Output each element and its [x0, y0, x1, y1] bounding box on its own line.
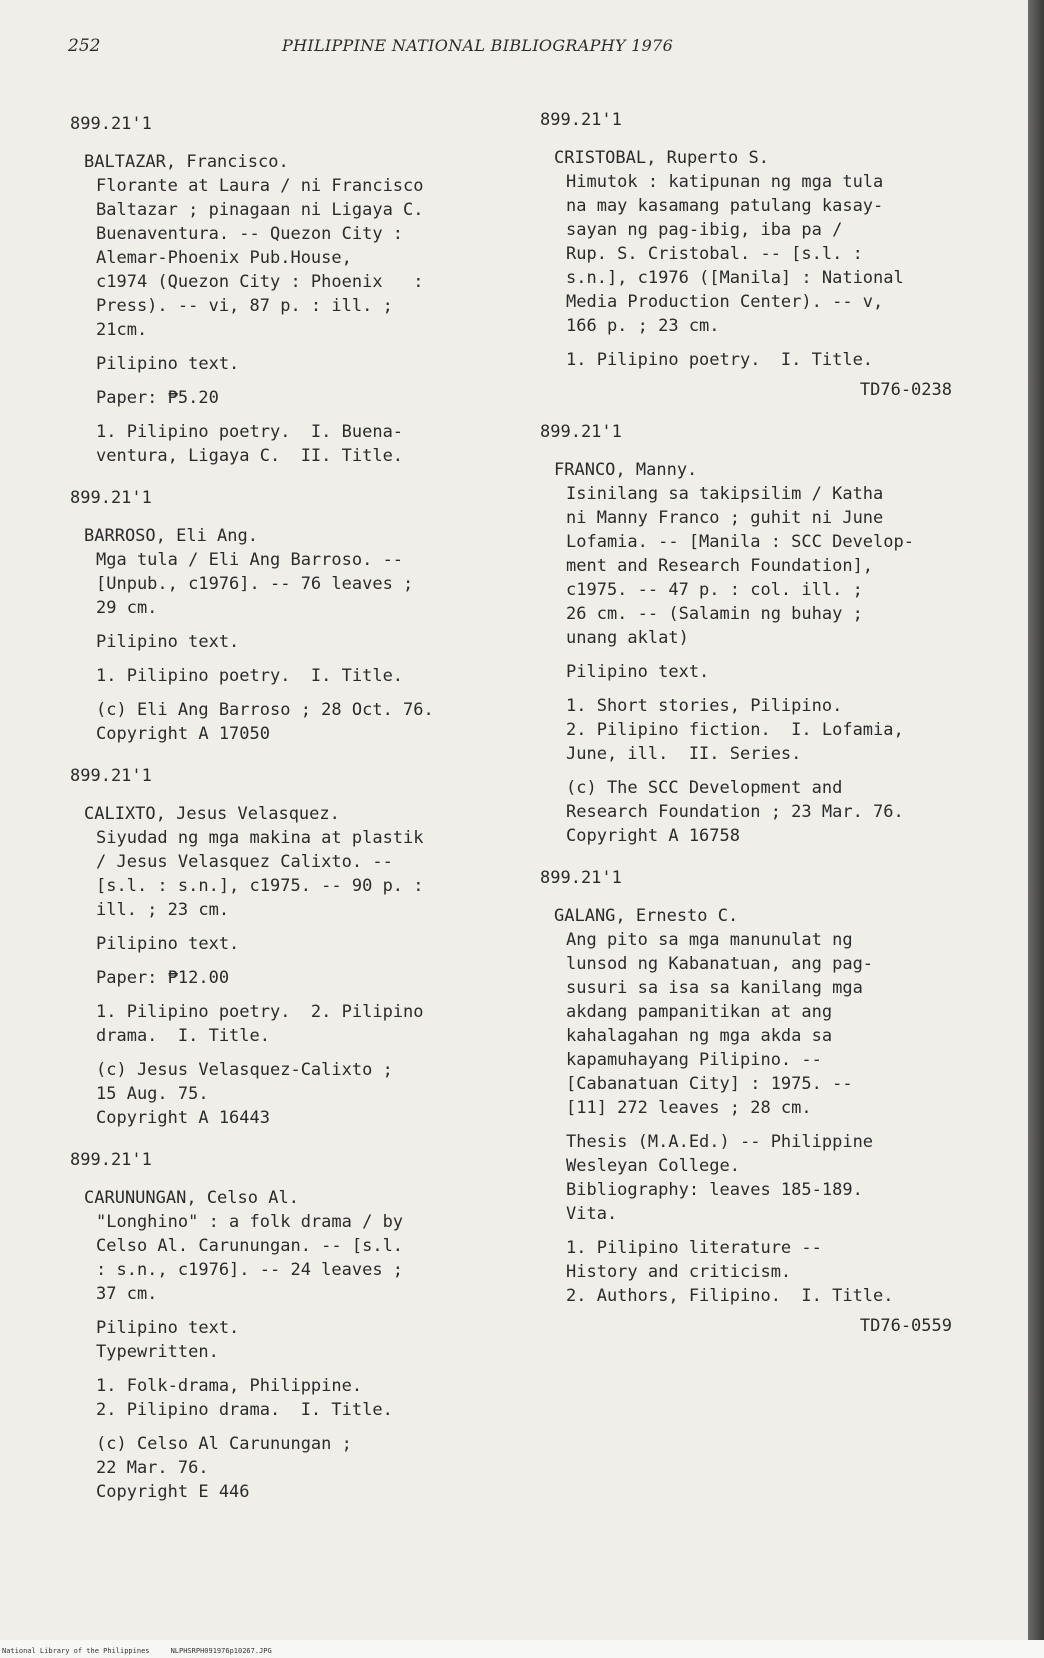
- entry-paragraph: [70, 664, 510, 688]
- entry-paragraph: [540, 928, 990, 1120]
- entry-line: [s.l. : s.n.], c1975. -- 90 p. :: [96, 876, 424, 896]
- entry-line: Pilipino text.: [566, 662, 710, 682]
- entry-line: 166 p. ; 23 cm.: [566, 316, 720, 336]
- entry-line: Media Production Center). -- v,: [566, 292, 884, 312]
- entry-line: lunsod ng Kabanatuan, ang pag-: [566, 954, 874, 974]
- page-edge-shadow: [1028, 0, 1044, 1658]
- entry-line: ni Manny Franco ; guhit ni June: [566, 508, 884, 528]
- entry-line: Press). -- vi, 87 p. : ill. ;: [96, 296, 393, 316]
- entry-paragraph: [540, 170, 990, 338]
- entry-line: na may kasamang patulang kasay-: [566, 196, 884, 216]
- entry-line: Pilipino text.: [96, 354, 240, 374]
- entry-line: 1. Pilipino poetry. I. Title.: [96, 666, 404, 686]
- entry-line: Wesleyan College.: [566, 1156, 740, 1176]
- call-number: 899.21'1: [70, 488, 152, 508]
- entry-line: Florante at Laura / ni Francisco: [96, 176, 424, 196]
- entry-line: 1. Pilipino literature --: [566, 1238, 822, 1258]
- entry-line: Paper: ₱12.00: [96, 968, 230, 988]
- entry-line: Siyudad ng mga makina at plastik: [96, 828, 424, 848]
- entry-line: Pilipino text.: [96, 1318, 240, 1338]
- catalog-entry: [540, 420, 990, 848]
- entry-line: 1. Folk-drama, Philippine.: [96, 1376, 363, 1396]
- right-column: [540, 108, 990, 1356]
- entry-line: 2. Authors, Filipino. I. Title.: [566, 1286, 894, 1306]
- entry-paragraph: [540, 694, 990, 766]
- entry-line: Baltazar ; pinagaan ni Ligaya C.: [96, 200, 424, 220]
- entry-line: c1974 (Quezon City : Phoenix :: [96, 272, 424, 292]
- entry-line: Mga tula / Eli Ang Barroso. --: [96, 550, 404, 570]
- entry-paragraph: [70, 698, 510, 746]
- catalog-entry: [70, 1148, 510, 1504]
- entry-paragraph: [70, 966, 510, 990]
- entry-line: kapamuhayang Pilipino. --: [566, 1050, 822, 1070]
- entry-line: 15 Aug. 75.: [96, 1084, 209, 1104]
- entry-line: sayan ng pag-ibig, iba pa /: [566, 220, 843, 240]
- entry-line: Isinilang sa takipsilim / Katha: [566, 484, 884, 504]
- entry-line: unang aklat): [566, 628, 689, 648]
- entry-paragraph: [70, 826, 510, 922]
- entry-line: 29 cm.: [96, 598, 158, 618]
- catalog-entry: [70, 112, 510, 468]
- entry-paragraph: [540, 660, 990, 684]
- page-number: 252: [68, 36, 101, 56]
- entry-heading: CRISTOBAL, Ruperto S.: [554, 148, 769, 168]
- call-number: 899.21'1: [540, 868, 622, 888]
- entry-line: Pilipino text.: [96, 632, 240, 652]
- entry-line: 22 Mar. 76.: [96, 1458, 209, 1478]
- entry-line: (c) The SCC Development and: [566, 778, 843, 798]
- entry-paragraph: [540, 776, 990, 848]
- entry-line: (c) Eli Ang Barroso ; 28 Oct. 76.: [96, 700, 434, 720]
- entry-line: akdang pampanitikan at ang: [566, 1002, 833, 1022]
- entry-heading: GALANG, Ernesto C.: [554, 906, 739, 926]
- td-number: TD76-0238: [859, 380, 952, 400]
- entry-line: Ang pito sa mga manunulat ng: [566, 930, 853, 950]
- entry-paragraph: [70, 352, 510, 376]
- entry-paragraph: [70, 1210, 510, 1306]
- entry-line: Celso Al. Carunungan. -- [s.l.: [96, 1236, 404, 1256]
- entry-heading: CALIXTO, Jesus Velasquez.: [84, 804, 340, 824]
- call-number: 899.21'1: [70, 1150, 152, 1170]
- entry-paragraph: [70, 630, 510, 654]
- entry-line: ventura, Ligaya C. II. Title.: [96, 446, 404, 466]
- entry-line: Lofamia. -- [Manila : SCC Develop-: [566, 532, 914, 552]
- entry-line: : s.n., c1976]. -- 24 leaves ;: [96, 1260, 404, 1280]
- call-number: 899.21'1: [540, 422, 622, 442]
- entry-heading: CARUNUNGAN, Celso Al.: [84, 1188, 299, 1208]
- entry-line: [Cabanatuan City] : 1975. --: [566, 1074, 853, 1094]
- entry-paragraph: [70, 548, 510, 620]
- entry-line: Research Foundation ; 23 Mar. 76.: [566, 802, 904, 822]
- entry-heading: BALTAZAR, Francisco.: [84, 152, 289, 172]
- entry-line: 2. Pilipino fiction. I. Lofamia,: [566, 720, 904, 740]
- entry-line: "Longhino" : a folk drama / by: [96, 1212, 404, 1232]
- entry-line: Copyright A 16443: [96, 1108, 270, 1128]
- entry-line: 1. Pilipino poetry. I. Title.: [566, 350, 874, 370]
- entry-line: Pilipino text.: [96, 934, 240, 954]
- entry-line: Copyright A 16758: [566, 826, 740, 846]
- entry-line: 1. Pilipino poetry. 2. Pilipino: [96, 1002, 424, 1022]
- entry-line: Copyright E 446: [96, 1482, 250, 1502]
- entry-paragraph: [70, 1374, 510, 1422]
- entry-paragraph: [70, 932, 510, 956]
- entry-line: kahalagahan ng mga akda sa: [566, 1026, 833, 1046]
- entry-line: History and criticism.: [566, 1262, 792, 1282]
- entry-paragraph: [70, 174, 510, 342]
- entry-line: 2. Pilipino drama. I. Title.: [96, 1400, 393, 1420]
- call-number: 899.21'1: [70, 114, 152, 134]
- entry-line: ment and Research Foundation],: [566, 556, 874, 576]
- entry-line: June, ill. II. Series.: [566, 744, 802, 764]
- entry-line: Bibliography: leaves 185-189.: [566, 1180, 863, 1200]
- entry-line: Rup. S. Cristobal. -- [s.l. :: [566, 244, 863, 264]
- catalog-entry: [540, 108, 990, 402]
- entry-paragraph: [540, 1236, 990, 1308]
- entry-paragraph: [70, 420, 510, 468]
- entry-line: Paper: ₱5.20: [96, 388, 219, 408]
- catalog-entry: [540, 866, 990, 1338]
- entry-line: 21cm.: [96, 320, 148, 340]
- entry-paragraph: [70, 386, 510, 410]
- entry-paragraph: [70, 1000, 510, 1048]
- entry-paragraph: [540, 348, 990, 372]
- running-title: PHILIPPINE NATIONAL BIBLIOGRAPHY 1976: [282, 36, 674, 55]
- entry-line: [11] 272 leaves ; 28 cm.: [566, 1098, 812, 1118]
- catalog-entry: [70, 764, 510, 1130]
- entry-line: drama. I. Title.: [96, 1026, 270, 1046]
- entry-paragraph: [70, 1316, 510, 1364]
- entry-line: (c) Jesus Velasquez-Calixto ;: [96, 1060, 393, 1080]
- entry-paragraph: [70, 1432, 510, 1504]
- entry-line: Buenaventura. -- Quezon City :: [96, 224, 404, 244]
- call-number: 899.21'1: [70, 766, 152, 786]
- scan-footer-strip: [0, 1640, 1044, 1658]
- entry-line: Typewritten.: [96, 1342, 219, 1362]
- entry-paragraph: [70, 1058, 510, 1130]
- entry-line: 1. Short stories, Pilipino.: [566, 696, 843, 716]
- entry-line: 37 cm.: [96, 1284, 158, 1304]
- entry-heading: FRANCO, Manny.: [554, 460, 698, 480]
- td-number: TD76-0559: [859, 1316, 952, 1336]
- entry-line: [Unpub., c1976]. -- 76 leaves ;: [96, 574, 414, 594]
- entry-paragraph: [540, 482, 990, 650]
- entry-paragraph: [540, 1130, 990, 1226]
- entry-heading: BARROSO, Eli Ang.: [84, 526, 258, 546]
- entry-line: Alemar-Phoenix Pub.House,: [96, 248, 352, 268]
- entry-line: c1975. -- 47 p. : col. ill. ;: [566, 580, 863, 600]
- entry-line: 1. Pilipino poetry. I. Buena-: [96, 422, 404, 442]
- entry-line: Vita.: [566, 1204, 618, 1224]
- entry-line: s.n.], c1976 ([Manila] : National: [566, 268, 904, 288]
- entry-line: (c) Celso Al Carunungan ;: [96, 1434, 352, 1454]
- entry-line: ill. ; 23 cm.: [96, 900, 230, 920]
- scan-footer-text: National Library of the Philippines NLPHSRPH091976p10267.JPG: [2, 1647, 272, 1655]
- entry-line: Thesis (M.A.Ed.) -- Philippine: [566, 1132, 874, 1152]
- entry-line: Copyright A 17050: [96, 724, 270, 744]
- catalog-entry: [70, 486, 510, 746]
- call-number: 899.21'1: [540, 110, 622, 130]
- entry-line: 26 cm. -- (Salamin ng buhay ;: [566, 604, 863, 624]
- entry-line: / Jesus Velasquez Calixto. --: [96, 852, 393, 872]
- left-column: [70, 112, 510, 1522]
- entry-line: Himutok : katipunan ng mga tula: [566, 172, 884, 192]
- entry-line: susuri sa isa sa kanilang mga: [566, 978, 863, 998]
